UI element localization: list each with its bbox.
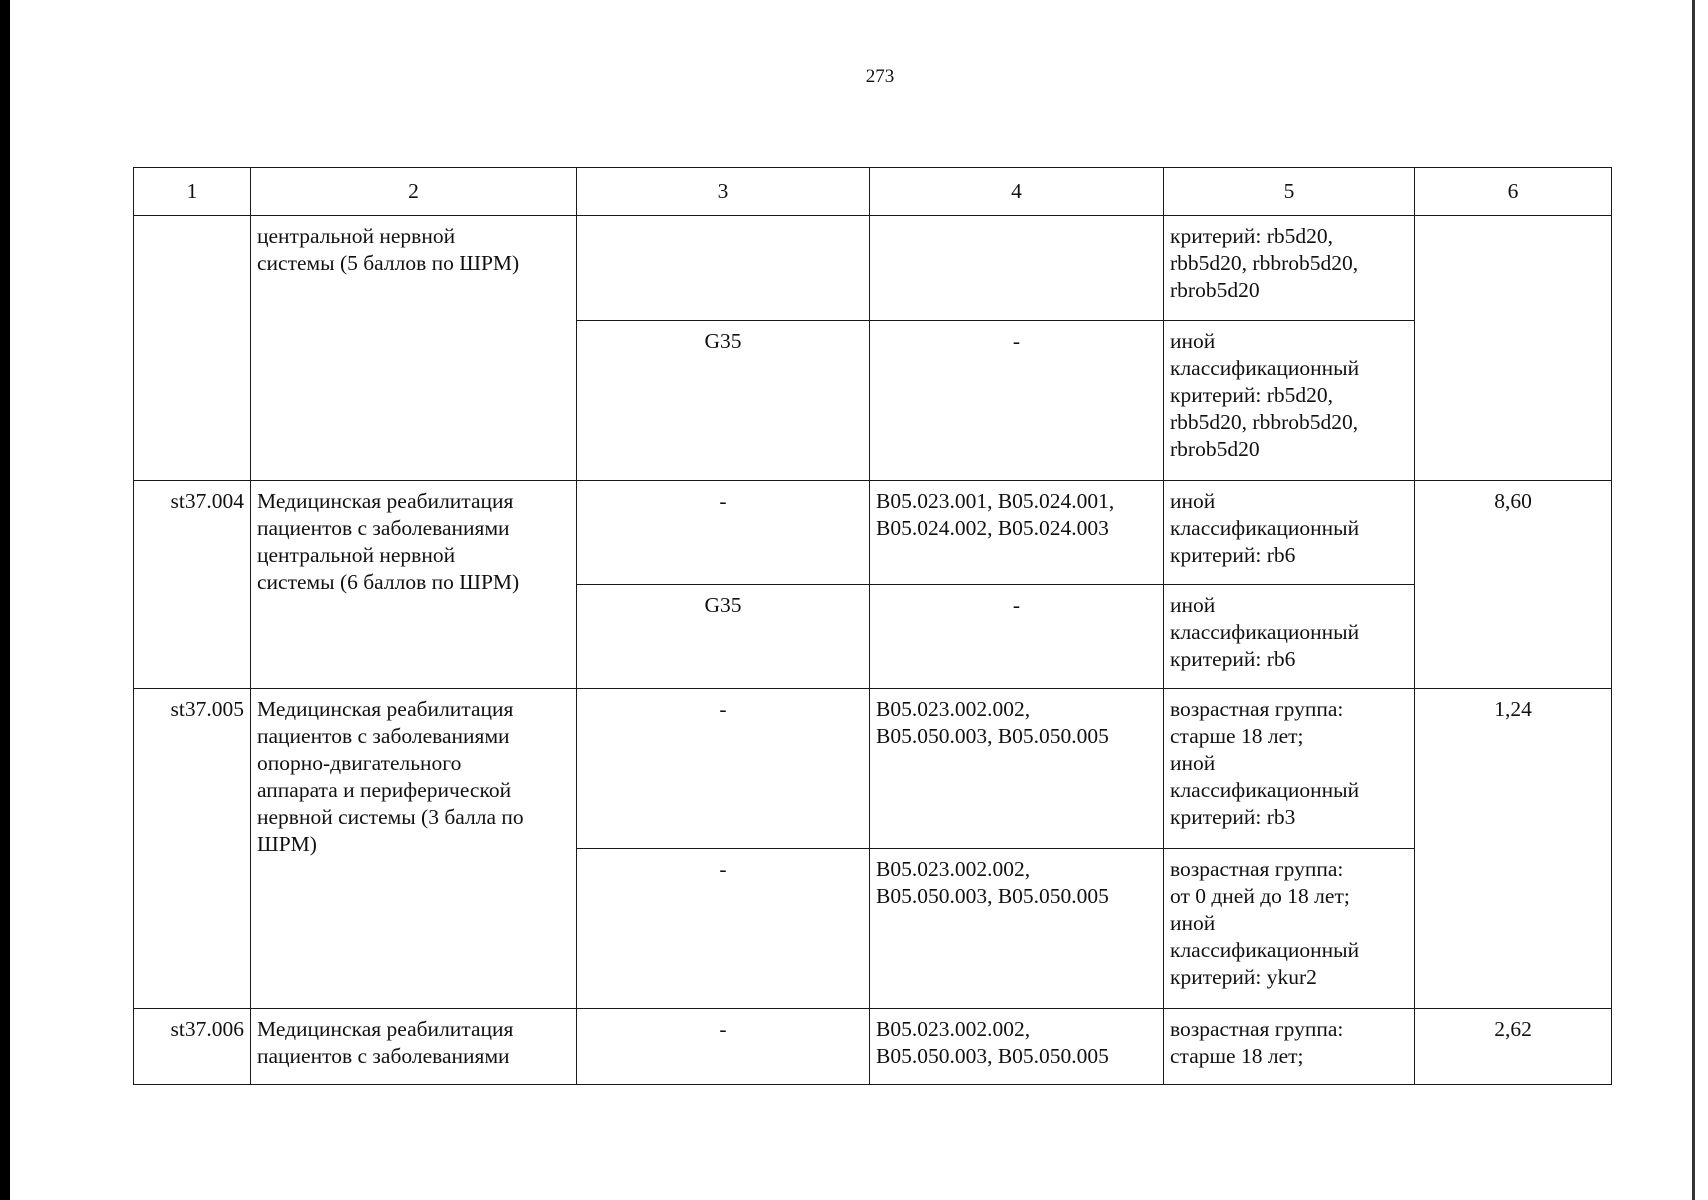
table-row-continuation-1 [134, 216, 1612, 321]
column-header-5: 5 [1164, 168, 1415, 216]
diagnosis-cell: - [577, 689, 870, 849]
diagnosis-cell: G35 [577, 585, 870, 689]
tariff-table [133, 167, 1612, 1085]
code-cell: st37.004 [134, 481, 251, 689]
table-row-st37-006 [134, 1009, 1612, 1085]
name-cell: Медицинская реабилитация пациентов с заболеваниями центральной нервной системы (6 баллов по ШРМ) [251, 481, 577, 689]
service-cell [870, 216, 1164, 321]
criteria-cell: критерий: rb5d20, rbb5d20, rbbrob5d20, rbrob5d20 [1164, 216, 1415, 321]
coefficient-cell-continuation [1415, 216, 1612, 481]
service-cell: - [870, 585, 1164, 689]
name-cell: Медицинская реабилитация пациентов с заболеваниями опорно-двигательного аппарата и периферической нервной системы (3 балла по ШРМ) [251, 689, 577, 1009]
column-header-4: 4 [870, 168, 1164, 216]
column-header-2: 2 [251, 168, 577, 216]
criteria-cell: возрастная группа: от 0 дней до 18 лет; иной классификационный критерий: ykur2 [1164, 849, 1415, 1009]
column-header-3: 3 [577, 168, 870, 216]
service-cell: - [870, 321, 1164, 481]
criteria-cell: иной классификационный критерий: rb6 [1164, 481, 1415, 585]
scan-left-border [0, 0, 10, 1200]
column-header-6: 6 [1415, 168, 1612, 216]
code-cell: st37.005 [134, 689, 251, 1009]
diagnosis-cell: - [577, 1009, 870, 1085]
service-cell: B05.023.002.002, B05.050.003, B05.050.005 [870, 689, 1164, 849]
service-cell: B05.023.002.002, B05.050.003, B05.050.005 [870, 1009, 1164, 1085]
name-cell-continuation: центральной нервной системы (5 баллов по ШРМ) [251, 216, 577, 481]
name-cell: Медицинская реабилитация пациентов с заболеваниями [251, 1009, 577, 1085]
code-cell-continuation [134, 216, 251, 481]
criteria-cell: иной классификационный критерий: rb5d20, rbb5d20, rbbrob5d20, rbrob5d20 [1164, 321, 1415, 481]
diagnosis-cell: - [577, 849, 870, 1009]
service-cell: B05.023.001, B05.024.001, B05.024.002, B05.024.003 [870, 481, 1164, 585]
service-cell: B05.023.002.002, B05.050.003, B05.050.005 [870, 849, 1164, 1009]
table-row-st37-005-a [134, 689, 1612, 849]
diagnosis-cell: G35 [577, 321, 870, 481]
table-row-st37-004-a [134, 481, 1612, 585]
criteria-cell: возрастная группа: старше 18 лет; иной классификационный критерий: rb3 [1164, 689, 1415, 849]
coefficient-cell: 8,60 [1415, 481, 1612, 689]
criteria-cell: иной классификационный критерий: rb6 [1164, 585, 1415, 689]
diagnosis-cell [577, 216, 870, 321]
diagnosis-cell: - [577, 481, 870, 585]
coefficient-cell: 1,24 [1415, 689, 1612, 1009]
page-number: 273 [865, 66, 895, 87]
criteria-cell: возрастная группа: старше 18 лет; [1164, 1009, 1415, 1085]
column-header-1: 1 [134, 168, 251, 216]
coefficient-cell: 2,62 [1415, 1009, 1612, 1085]
table-header-row [134, 168, 1612, 216]
code-cell: st37.006 [134, 1009, 251, 1085]
scan-right-border [1692, 0, 1695, 1200]
